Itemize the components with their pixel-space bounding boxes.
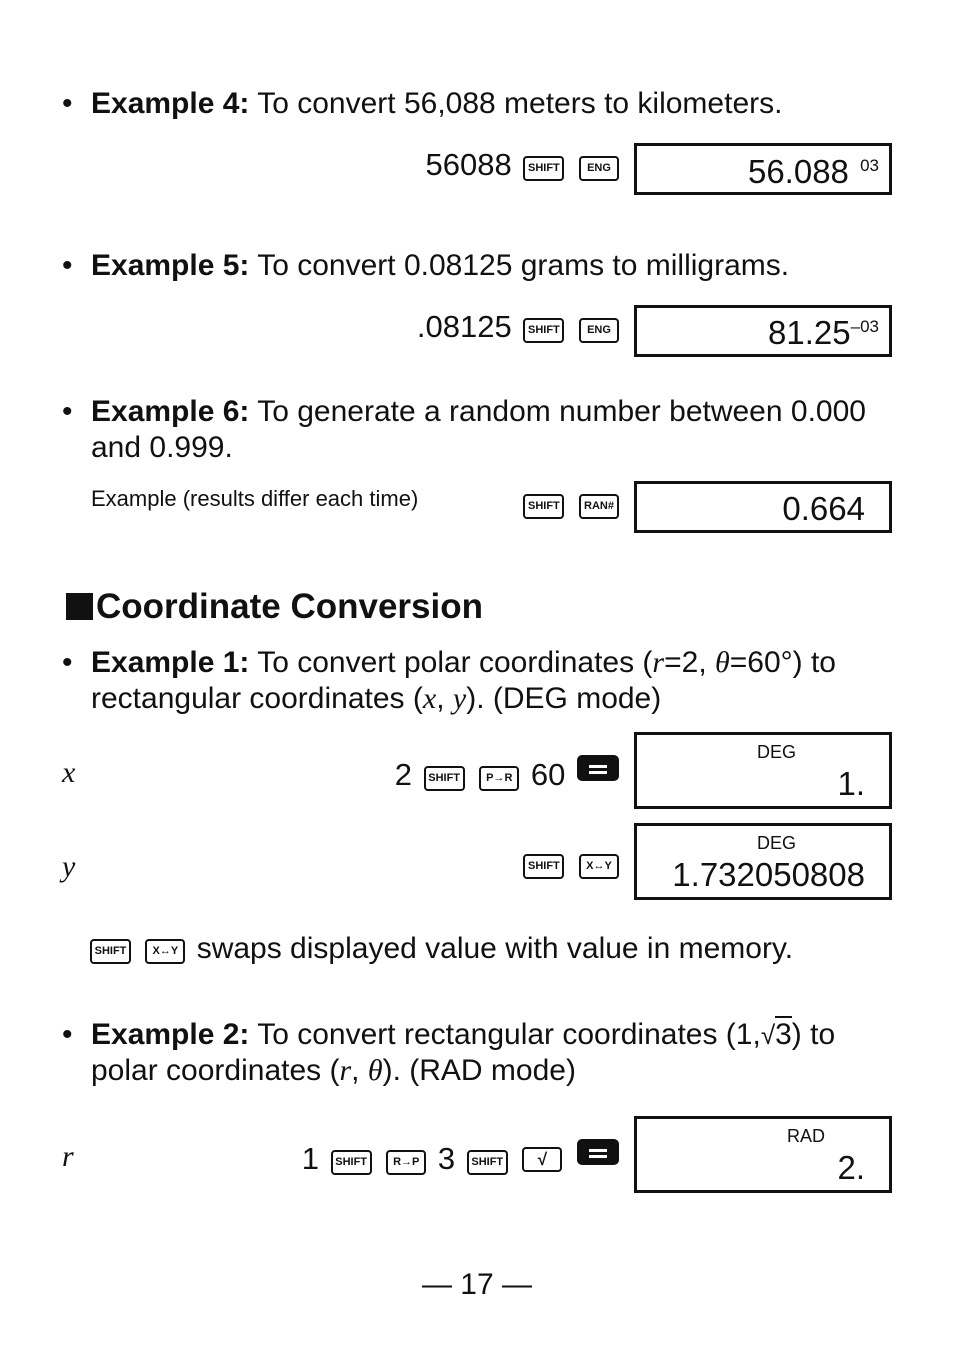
text-segment: To convert polar coordinates (	[257, 646, 653, 679]
eng-key: ENG	[579, 156, 619, 181]
equals-key	[577, 755, 619, 781]
example-6-note: Example (results differ each time)	[91, 486, 419, 511]
swap-note-text: swaps displayed value with value in memory.	[196, 932, 794, 965]
example-5-display	[634, 305, 892, 357]
page-number: — 17 —	[421, 1268, 533, 1301]
coord-example-1-label: Example 1:	[91, 646, 250, 679]
example-5-label: Example 5:	[91, 249, 250, 282]
shift-key: SHIFT	[523, 156, 564, 181]
bullet: •	[62, 1018, 73, 1051]
coord-example-2-label: Example 2:	[91, 1018, 250, 1051]
text-segment: ,	[436, 682, 445, 715]
example-4-text	[91, 86, 782, 122]
row-r-display	[634, 1116, 892, 1193]
var-y: y	[452, 682, 467, 715]
row-x-display	[634, 732, 892, 809]
var-theta: θ	[367, 1054, 383, 1087]
row-y-keystrokes	[520, 846, 622, 880]
mode-indicator: RAD	[787, 1126, 826, 1146]
shift-key: SHIFT	[523, 494, 564, 519]
var-x: x	[422, 682, 437, 715]
row-label-x: x	[62, 756, 76, 789]
sqrt-key: √	[522, 1147, 562, 1172]
display-exponent: 03	[860, 156, 879, 175]
radicand: 3	[775, 1018, 792, 1051]
mode-indicator: DEG	[757, 833, 797, 853]
input-number: 1	[301, 1141, 319, 1176]
bullet: •	[62, 87, 73, 120]
input-number: 56088	[425, 147, 512, 182]
example-4-display	[634, 143, 892, 195]
text-segment: ). (DEG mode)	[466, 682, 662, 715]
example-5-keystrokes	[417, 310, 622, 344]
example-5-text	[91, 248, 789, 284]
display-value: 0.664	[782, 490, 865, 527]
r-to-p-key: R→P	[386, 1150, 426, 1175]
bullet: •	[62, 646, 73, 679]
example-6-text	[91, 394, 866, 466]
row-r-keystrokes	[302, 1139, 622, 1176]
var-r: r	[652, 646, 665, 679]
example-6-keystrokes	[520, 486, 622, 520]
text-segment: polar coordinates (	[91, 1054, 340, 1087]
text-segment: rectangular coordinates (	[91, 682, 423, 715]
x-y-swap-key: X↔Y	[579, 854, 619, 879]
display-value: 1.732050808	[672, 856, 865, 893]
shift-key: SHIFT	[523, 854, 564, 879]
bullet: •	[62, 249, 73, 282]
text-segment: =2,	[664, 646, 707, 679]
display-value: 2.	[837, 1149, 865, 1186]
swap-note	[87, 932, 793, 966]
example-6-display	[634, 481, 892, 533]
mode-indicator: DEG	[757, 742, 797, 762]
input-number: 2	[394, 757, 413, 792]
coord-example-2-text	[91, 1017, 835, 1089]
text-segment: ,	[351, 1054, 360, 1087]
input-number: .08125	[416, 309, 512, 344]
shift-key: SHIFT	[467, 1150, 508, 1175]
example-6-description-line2: and 0.999.	[91, 431, 233, 464]
var-r: r	[339, 1054, 352, 1087]
row-y-display	[634, 823, 892, 900]
input-number: 3	[437, 1141, 456, 1176]
display-mantissa: 56.088	[747, 153, 849, 190]
text-segment: ). (RAD mode)	[382, 1054, 576, 1087]
section-title: Coordinate Conversion	[96, 587, 483, 626]
example-4-label: Example 4:	[91, 87, 250, 120]
example-6-label: Example 6:	[91, 395, 250, 428]
equals-key	[577, 1139, 619, 1165]
example-4-description: To convert 56,088 meters to kilometers.	[257, 87, 783, 120]
x-y-swap-key: X↔Y	[145, 939, 185, 964]
text-segment: ) to	[791, 1018, 836, 1051]
var-theta: θ	[715, 646, 730, 679]
example-5-description: To convert 0.08125 grams to milligrams.	[257, 249, 790, 282]
display-value: 1.	[837, 765, 865, 802]
row-label-y: y	[62, 850, 76, 883]
sqrt-symbol: √	[760, 1020, 776, 1050]
bullet: •	[62, 395, 73, 428]
shift-key: SHIFT	[331, 1150, 372, 1175]
p-to-r-key: P→R	[479, 766, 519, 791]
row-label-r: r	[62, 1140, 74, 1173]
coord-example-1-text	[91, 645, 836, 717]
eng-key: ENG	[579, 318, 619, 343]
shift-key: SHIFT	[523, 318, 564, 343]
display-mantissa: 81.25	[768, 314, 851, 351]
shift-key: SHIFT	[424, 766, 465, 791]
square-bullet-icon	[66, 593, 93, 620]
example-6-description: To generate a random number between 0.000	[257, 395, 866, 428]
display-exponent: –03	[850, 317, 879, 336]
shift-key: SHIFT	[90, 939, 131, 964]
text-segment: To convert rectangular coordinates (1,	[257, 1018, 761, 1051]
input-number: 60	[530, 757, 566, 792]
example-4-keystrokes	[426, 148, 622, 182]
ran-key: RAN#	[579, 494, 619, 519]
section-heading	[66, 587, 483, 627]
row-x-keystrokes	[395, 755, 622, 792]
text-segment: =60°) to	[729, 646, 836, 679]
